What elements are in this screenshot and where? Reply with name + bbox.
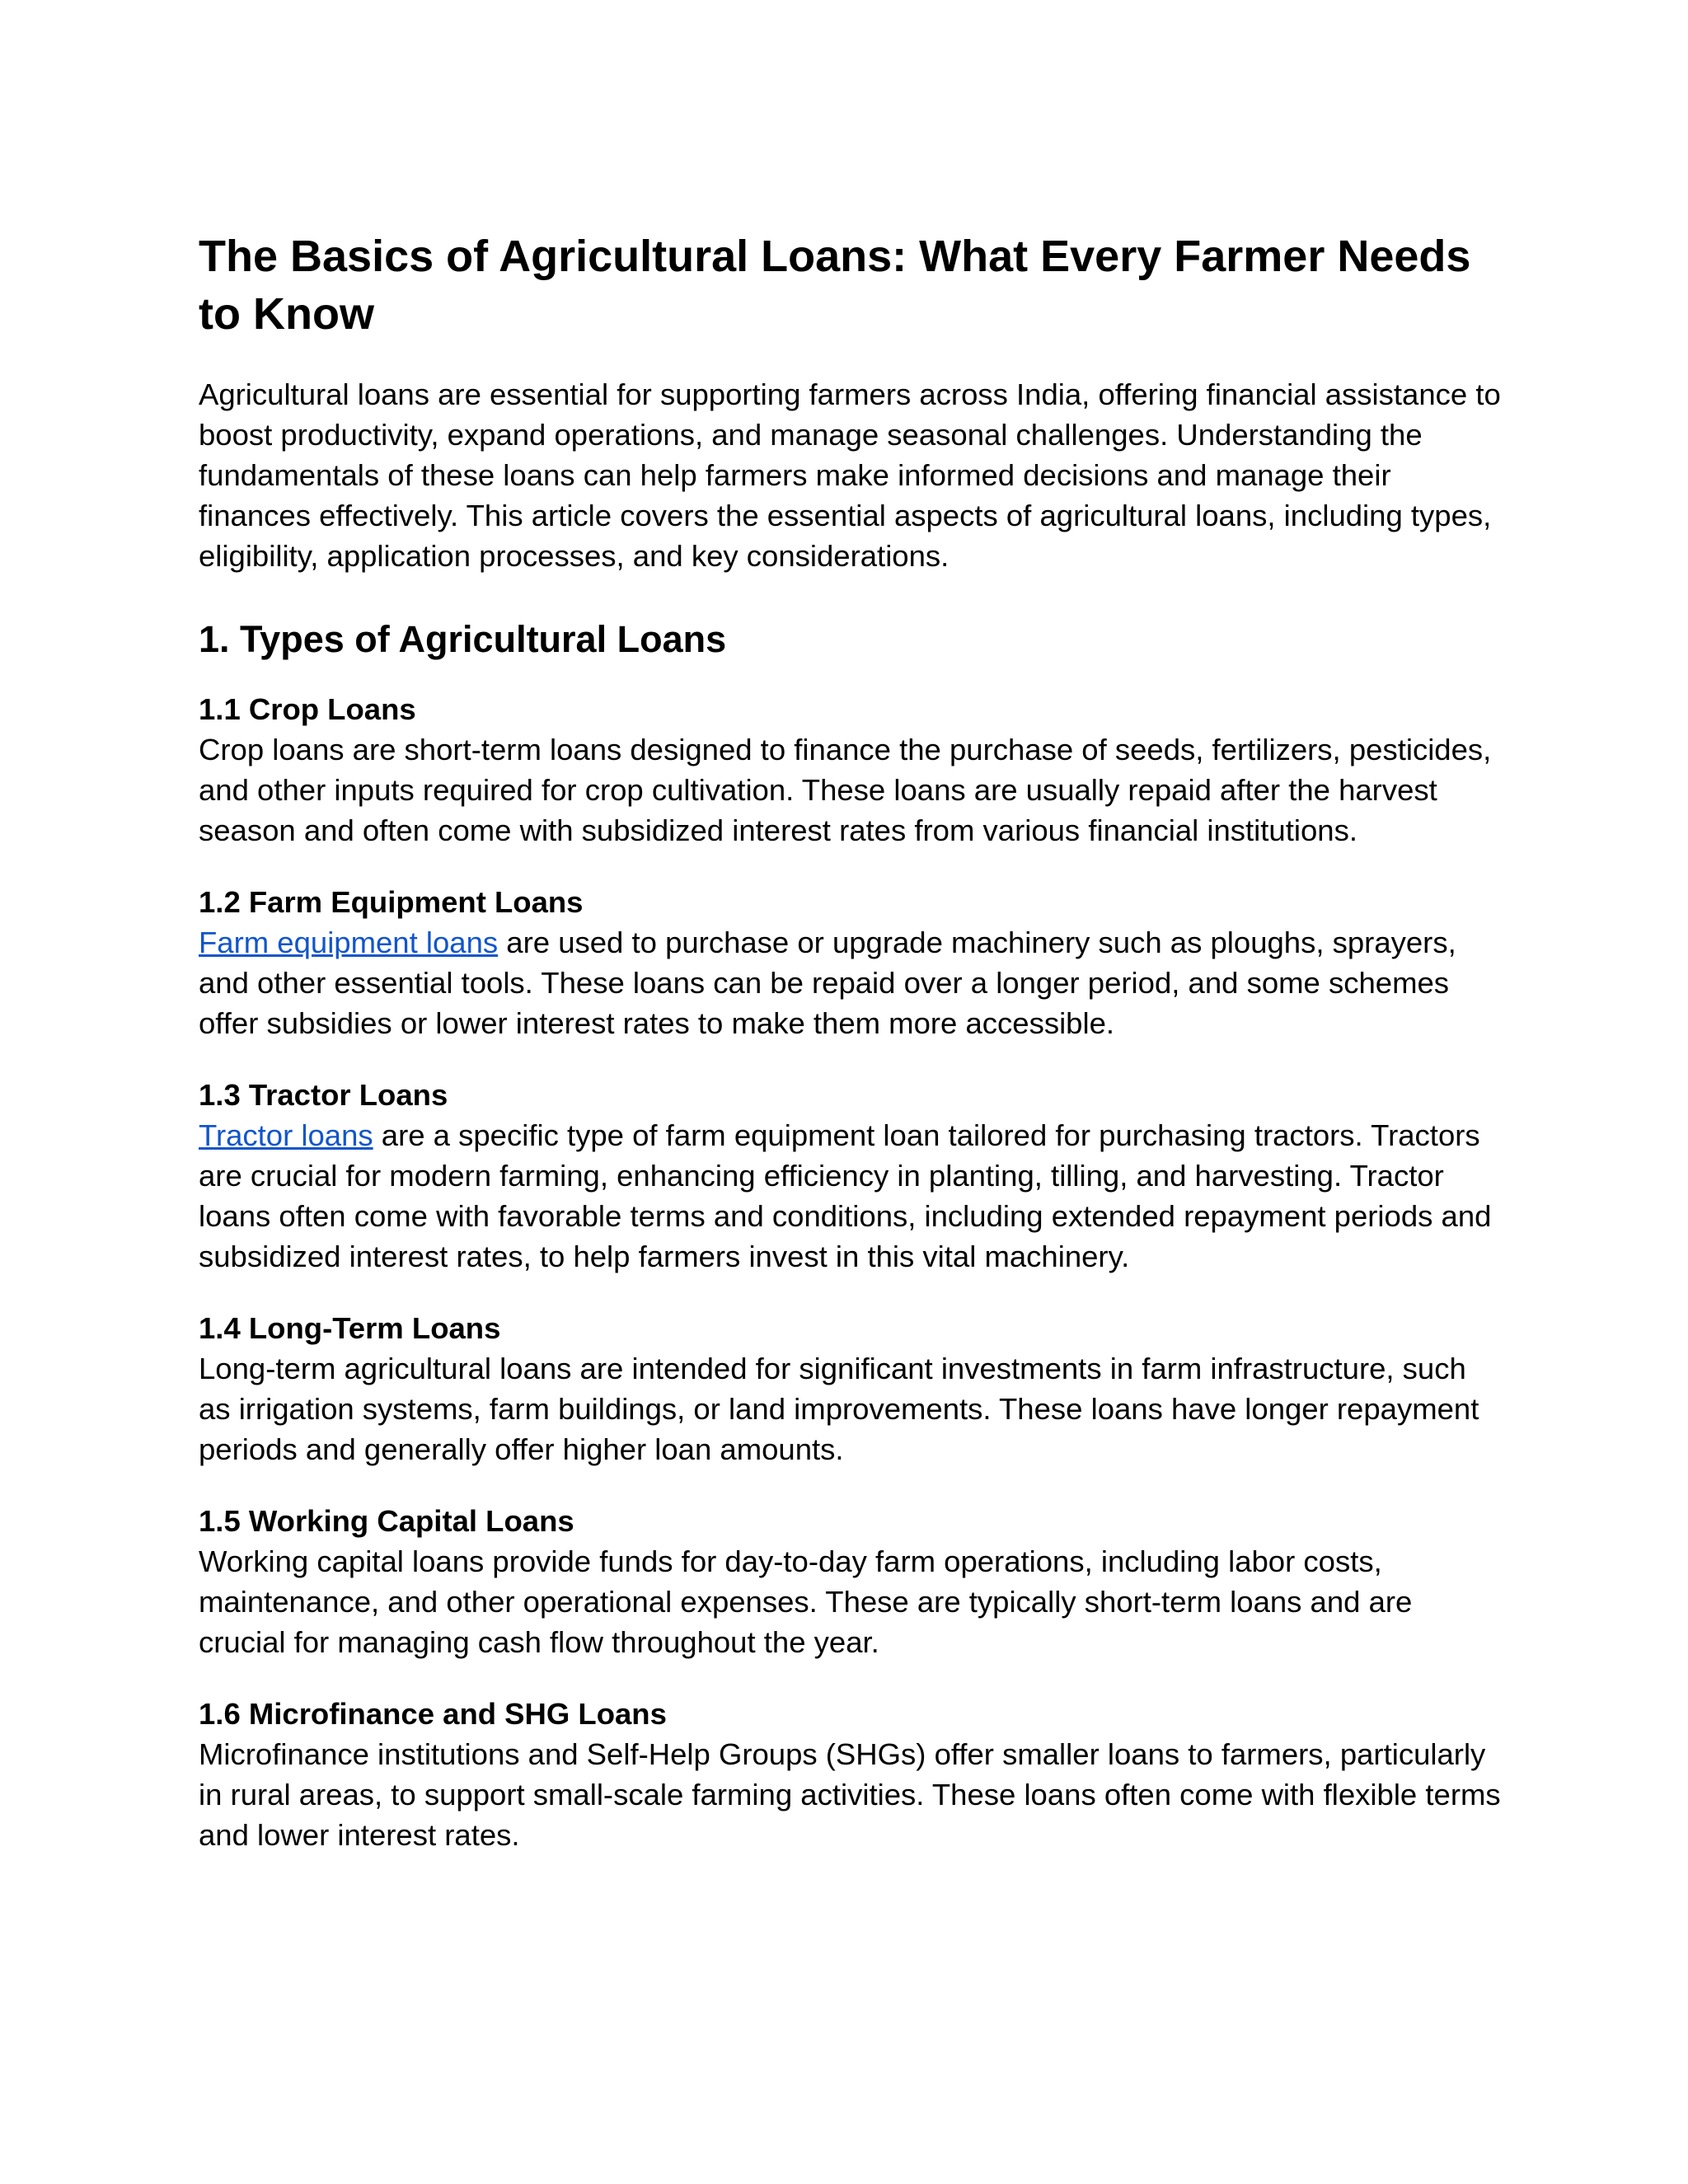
- subsection-body: [199, 1115, 1501, 1277]
- subsection-microfinance-shg-loans: [199, 1694, 1501, 1855]
- subsection-heading: 1.2 Farm Equipment Loans: [199, 885, 584, 919]
- document-page: [199, 227, 1501, 1855]
- page-title: The Basics of Agricultural Loans: What Every Farmer Needs to Know: [199, 232, 1471, 339]
- subsection-crop-loans: [199, 689, 1501, 851]
- farm-equipment-loans-link[interactable]: Farm equipment loans: [199, 926, 499, 959]
- subsection-body-text: are used to purchase or upgrade machinery such as ploughs, sprayers, and other essential tools. These loans can be repaid over a longer period, and some schemes offer subsidies or lower interest rates to make them more accessible.: [199, 926, 1456, 1040]
- tractor-loans-link[interactable]: Tractor loans: [199, 1118, 373, 1152]
- intro-paragraph: Agricultural loans are essential for supporting farmers across India, offering financial assistance to boost productivity, expand operations, and manage seasonal challenges. Understanding the fundamentals of these loans can help farmers make informed decisions and manage their finances effectively. This article covers the essential aspects of agricultural loans, including types, eligibility, application processes, and key considerations.: [199, 377, 1501, 573]
- subsection-working-capital-loans: [199, 1501, 1501, 1662]
- section-heading-types: 1. Types of Agricultural Loans: [199, 618, 727, 660]
- subsection-body: [199, 922, 1501, 1043]
- subsection-body: Microfinance institutions and Self-Help Groups (SHGs) offer smaller loans to farmers, particularly in rural areas, to support small-scale farming activities. These loans often come with flexible terms and lower interest rates.: [199, 1737, 1501, 1852]
- subsection-body: Long-term agricultural loans are intended for significant investments in farm infrastructure, such as irrigation systems, farm buildings, or land improvements. These loans have longer repayment periods and generally offer higher loan amounts.: [199, 1352, 1479, 1466]
- subsection-heading: 1.5 Working Capital Loans: [199, 1504, 574, 1538]
- subsection-body: Crop loans are short-term loans designed to finance the purchase of seeds, fertilizers, pesticides, and other inputs required for crop cultivation. These loans are usually repaid after the harvest season and often come with subsidized interest rates from various financial institutions.: [199, 733, 1492, 847]
- subsection-heading: 1.1 Crop Loans: [199, 692, 416, 726]
- subsection-heading: 1.6 Microfinance and SHG Loans: [199, 1697, 667, 1731]
- subsection-tractor-loans: [199, 1075, 1501, 1277]
- subsection-body-text: are a specific type of farm equipment loan tailored for purchasing tractors. Tractors are crucial for modern farming, enhancing efficiency in planting, tilling, and harvesting. Tractor loans often come with favorable terms and conditions, including extended repayment periods and subsidized interest rates, to help farmers invest in this vital machinery.: [199, 1118, 1492, 1273]
- subsection-body: Working capital loans provide funds for day-to-day farm operations, including labor costs, maintenance, and other operational expenses. These are typically short-term loans and are crucial for managing cash flow throughout the year.: [199, 1544, 1413, 1659]
- subsection-heading: 1.3 Tractor Loans: [199, 1078, 448, 1112]
- subsection-farm-equipment-loans: [199, 882, 1501, 1043]
- subsection-long-term-loans: [199, 1308, 1501, 1469]
- subsection-heading: 1.4 Long-Term Loans: [199, 1311, 501, 1345]
